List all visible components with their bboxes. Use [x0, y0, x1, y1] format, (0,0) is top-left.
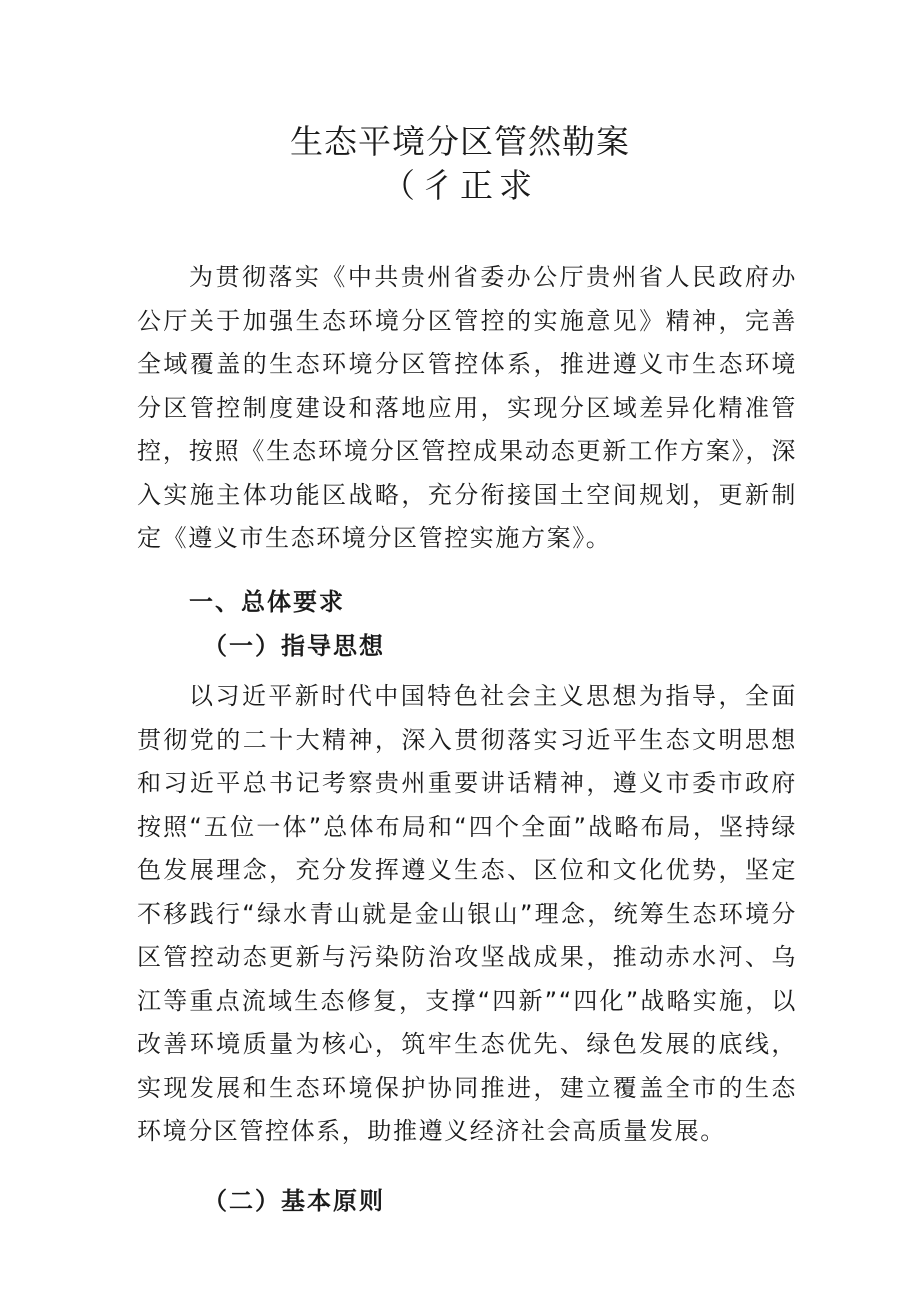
- intro-paragraph: 为贯彻落实《中共贵州省委办公厅贵州省人民政府办公厅关于加强生态环境分区管控的实施意见》精神，完善全域覆盖的生态环境分区管控体系，推进遵义市生态环境分区管控制度建设和落地应用，实现分区域差异化精准管控，按照《生态环境分区管控成果动态更新工作方案》，深入实施主体功能区战略，充分衔接国土空间规划，更新制定《遵义市生态环境分区管控实施方案》。: [137, 263, 797, 552]
- guiding-thought-paragraph: 以习近平新时代中国特色社会主义思想为指导，全面贯彻党的二十大精神，深入贯彻落实习近平生态文明思想和习近平总书记考察贵州重要讲话精神，遵义市委市政府按照“五位一体”总体布局和“四个全面”战略布局，坚持绿色发展理念，充分发挥遵义生态、区位和文化优势，坚定不移践行“绿水青山就是金山银山”理念，统筹生态环境分区管控动态更新与污染防治攻坚战成果，推动赤水河、乌江等重点流域生态修复，支撑“四新”“四化”战略实施，以改善环境质量为核心，筑牢生态优先、绿色发展的底线，实现发展和生态环境保护协同推进，建立覆盖全市的生态环境分区管控体系，助推遵义经济社会高质量发展。: [137, 682, 797, 1145]
- subsection-heading-guiding-thought: （一）指导思想: [203, 632, 385, 660]
- document-title: 生态平境分区管然勒案: [290, 122, 630, 161]
- document-subtitle: （彳正求: [382, 166, 538, 205]
- section-heading-overall-requirements: 一、总体要求: [189, 588, 345, 616]
- subsection-heading-basic-principles: （二）基本原则: [203, 1187, 385, 1215]
